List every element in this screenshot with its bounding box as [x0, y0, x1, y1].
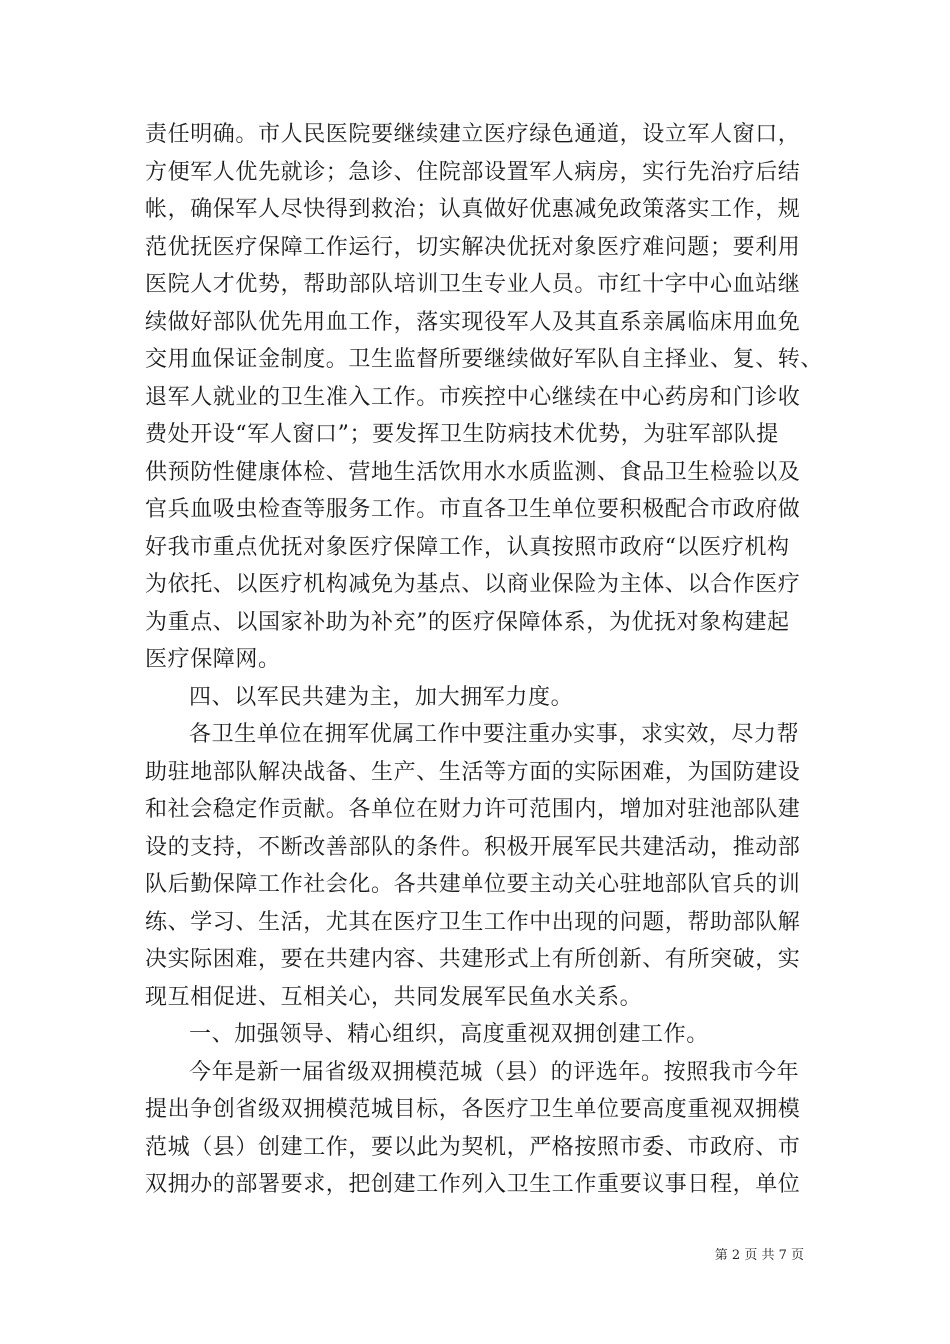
- text-line: 官兵血吸虫检查等服务工作。市直各卫生单位要积极配合市政府做: [145, 497, 801, 522]
- page-number-footer: 第 2 页 共 7 页: [714, 1248, 804, 1263]
- text-line: 双拥办的部署要求，把创建工作列入卫生工作重要议事日程，单位: [145, 1172, 801, 1197]
- text-line: 为重点、以国家补助为补充”的医疗保障体系，为优抚对象构建起: [145, 609, 790, 635]
- text-line: 医疗保障网。: [145, 647, 281, 672]
- text-line: 今年是新一届省级双拥模范城（县）的评选年。按照我市今年: [189, 1059, 800, 1085]
- text-line: 责任明确。市人民医院要继续建立医疗绿色通道，设立军人窗口，: [145, 122, 801, 147]
- text-line: 决实际困难，要在共建内容、共建形式上有所创新、有所突破，实: [145, 947, 801, 972]
- text-line: 现互相促进、互相关心，共同发展军民鱼水关系。: [145, 984, 643, 1010]
- text-line: 练、学习、生活，尤其在医疗卫生工作中出现的问题，帮助部队解: [145, 909, 801, 935]
- text-line: 队后勤保障工作社会化。各共建单位要主动关心驻地部队官兵的训: [145, 872, 801, 897]
- text-line: 费处开设“军人窗口”；要发挥卫生防病技术优势，为驻军部队提: [145, 422, 779, 447]
- text-line: 交用血保证金制度。卫生监督所要继续做好军队自主择业、复、转、: [145, 347, 824, 372]
- text-line: 范城（县）创建工作，要以此为契机，严格按照市委、市政府、市: [145, 1134, 801, 1160]
- text-line: 方便军人优先就诊；急诊、住院部设置军人病房，实行先治疗后结: [145, 159, 801, 185]
- text-line: 和社会稳定作贡献。各单位在财力许可范围内，增加对驻池部队建: [145, 797, 801, 822]
- text-line: 设的支持，不断改善部队的条件。积极开展军民共建活动，推动部: [145, 834, 801, 860]
- text-line: 医院人才优势，帮助部队培训卫生专业人员。市红十字中心血站继: [145, 272, 801, 297]
- text-line: 各卫生单位在拥军优属工作中要注重办实事，求实效，尽力帮: [189, 722, 800, 747]
- text-line: 范优抚医疗保障工作运行，切实解决优抚对象医疗难问题；要利用: [145, 234, 801, 260]
- text-line: 提出争创省级双拥模范城目标，各医疗卫生单位要高度重视双拥模: [145, 1097, 801, 1122]
- text-line: 续做好部队优先用血工作，落实现役军人及其直系亲属临床用血免: [145, 309, 801, 335]
- text-line: 帐，确保军人尽快得到救治；认真做好优惠减免政策落实工作，规: [145, 197, 801, 222]
- text-line: 一、加强领导、精心组织，高度重视双拥创建工作。: [189, 1022, 709, 1047]
- text-line: 供预防性健康体检、营地生活饮用水水质监测、食品卫生检验以及: [145, 459, 801, 485]
- text-line: 退军人就业的卫生准入工作。市疾控中心继续在中心药房和门诊收: [145, 384, 801, 410]
- document-body: [145, 116, 824, 1204]
- text-line: 四、以军民共建为主，加大拥军力度。: [189, 684, 574, 710]
- text-line: 为依托、以医疗机构减免为基点、以商业保险为主体、以合作医疗: [145, 572, 801, 597]
- text-line: 好我市重点优抚对象医疗保障工作，认真按照市政府“以医疗机构: [145, 534, 790, 560]
- text-line: 助驻地部队解决战备、生产、生活等方面的实际困难，为国防建设: [145, 759, 801, 785]
